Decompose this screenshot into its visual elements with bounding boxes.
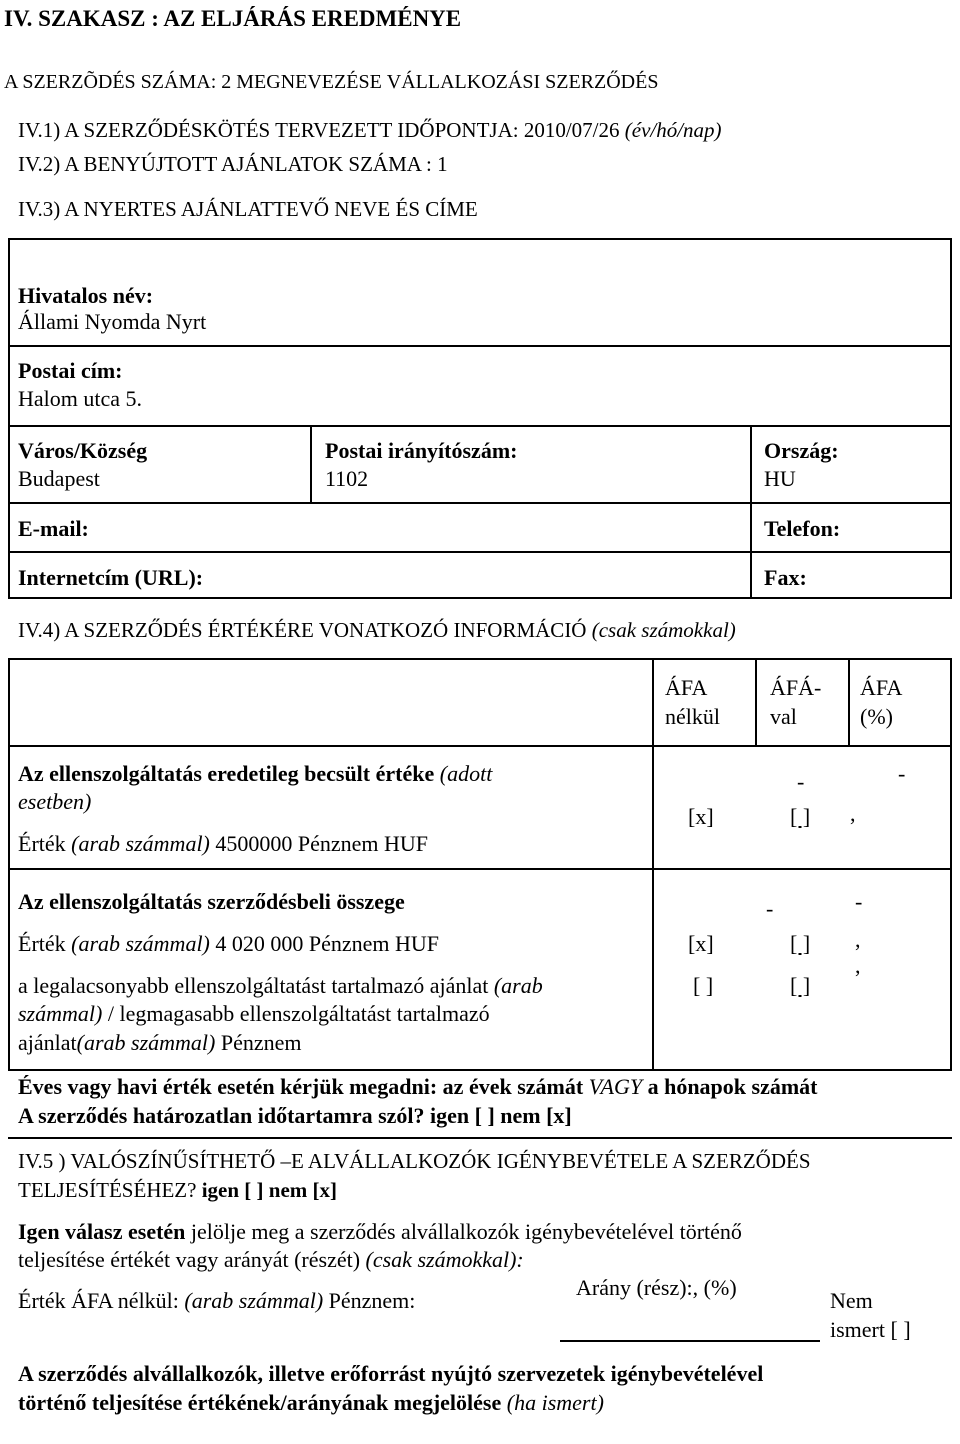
col-vat-pct-a: ÁFA	[860, 675, 903, 700]
sub-value-line	[18, 1287, 415, 1315]
fax-label: Fax:	[764, 565, 807, 590]
value-table-row-line	[8, 868, 952, 870]
contract-dash-3: -	[855, 889, 863, 914]
estimated-comma: ,	[850, 801, 856, 826]
annual-line	[18, 1073, 818, 1101]
estimated-title-line	[18, 760, 492, 788]
zip-label: Postai irányítószám:	[325, 438, 518, 463]
range-text-d: Pénznem	[220, 1030, 302, 1055]
country-label: Ország:	[764, 438, 839, 463]
contract-dash-2: -	[766, 896, 774, 921]
contract-amount-prefix: Érték	[18, 931, 66, 956]
col-vat-pct-b: (%)	[860, 704, 893, 729]
col-vat-incl-a: ÁFÁ-	[770, 675, 822, 700]
range-hint-c: (arab számmal)	[76, 1030, 216, 1055]
range-text-c: ajánlat	[18, 1030, 77, 1055]
contract-amount-value: 4 020 000 Pénznem HUF	[215, 931, 440, 956]
contract-comma-2: ,	[855, 953, 861, 978]
winner-divider-4	[8, 551, 952, 553]
winner-divider-1	[8, 345, 952, 347]
sub-unknown-a: Nem	[830, 1288, 873, 1313]
section-heading: IV. SZAKASZ : AZ ELJÁRÁS EREDMÉNYE	[4, 6, 462, 31]
value-table-bottom-line	[8, 1069, 952, 1071]
value-table-top-line	[8, 658, 952, 660]
value-table-header-line	[8, 745, 952, 747]
winner-vdivider-1	[310, 425, 312, 503]
annual-text-b: a hónapok számát	[647, 1074, 818, 1099]
estimated-hint-b: esetben)	[18, 789, 92, 814]
iv2-line	[18, 151, 448, 178]
url-label-line	[18, 564, 203, 592]
iv1-label: IV.1) A SZERZŐDÉSKÖTÉS TERVEZETT IDŐPONTJA:	[18, 118, 519, 142]
estimated-value: 4500000 Pénznem HUF	[215, 831, 429, 856]
estimated-vat-incl-checkbox[interactable]: [ ]	[790, 804, 811, 829]
iv4-line	[18, 617, 736, 644]
email-label: E-mail:	[18, 516, 89, 541]
value-table-right-line	[950, 658, 952, 1070]
value-table-col2-line	[755, 658, 757, 746]
range-vat-incl-checkbox[interactable]: [ ]	[790, 973, 811, 998]
contract-name-label: MEGNEVEZÉSE	[236, 71, 382, 93]
estimated-value-hint: (arab számmal)	[71, 831, 210, 856]
iv1-hint: (év/hó/nap)	[624, 118, 722, 142]
winner-divider-2	[8, 425, 952, 427]
iv5-label-a: IV.5 ) VALÓSZÍNŰSÍTHETŐ –E ALVÁLLALKOZÓK IGÉNYBEVÉTELE A SZERZŐDÉS	[18, 1149, 811, 1173]
range-text-b: / legmagasabb ellenszolgáltatást tartalmazó	[107, 1001, 490, 1026]
col-vat-excl-b: nélkül	[665, 704, 720, 729]
range-hint-b: számmal)	[18, 1001, 103, 1026]
yes-line-1	[18, 1218, 742, 1246]
iv3-label: IV.3) A NYERTES AJÁNLATTEVŐ NEVE ÉS CÍME	[18, 197, 478, 221]
indefinite-line: A szerződés határozatlan időtartamra szól? igen [ ] nem [x]	[18, 1103, 572, 1128]
iv4-label: IV.4) A SZERZŐDÉS ÉRTÉKÉRE VONATKOZÓ INFORMÁCIÓ	[18, 618, 587, 642]
country: HU	[764, 466, 796, 491]
range-line-3	[18, 1029, 302, 1057]
winner-box-top-line	[8, 238, 952, 240]
range-hint-a: (arab	[493, 973, 543, 998]
estimated-vat-excl-checkbox[interactable]: [x]	[688, 804, 714, 829]
estimated-dash-2: -	[797, 769, 805, 794]
zip: 1102	[325, 466, 369, 491]
contract-number-label: A SZERZÕDÉS SZÁMA:	[4, 71, 217, 93]
winner-divider-3	[8, 502, 952, 504]
contract-vat-excl-checkbox[interactable]: [x]	[688, 931, 714, 956]
final-line-b	[18, 1389, 604, 1417]
range-vat-excl-checkbox[interactable]: [ ]	[693, 973, 714, 998]
contract-amount-title: Az ellenszolgáltatás szerződésbeli összege	[18, 889, 405, 914]
range-text-a: a legalacsonyabb ellenszolgáltatást tartalmazó ajánlat	[18, 973, 489, 998]
col-vat-excl-a: ÁFA	[665, 675, 708, 700]
value-table-left-line	[8, 658, 10, 1070]
contract-vat-incl-checkbox[interactable]: [ ]	[790, 931, 811, 956]
sub-value-hint: (arab számmal)	[184, 1288, 324, 1313]
city-label: Város/Község	[18, 438, 148, 463]
url-label: Internetcím (URL):	[18, 565, 204, 590]
winner-vdivider-2	[750, 425, 752, 598]
contract-name: VÁLLALKOZÁSI SZERZŐDÉS	[386, 71, 659, 93]
iv1-value: 2010/07/26	[523, 118, 620, 142]
iv5-top-line	[8, 1137, 952, 1139]
yes-text-b: teljesítése értékét vagy arányát (részét)	[18, 1247, 361, 1272]
estimated-title: Az ellenszolgáltatás eredetileg becsült értéke	[18, 761, 435, 786]
iv2-label: IV.2) A BENYÚJTOTT AJÁNLATOK SZÁMA :	[18, 152, 432, 176]
final-hint: (ha ismert)	[506, 1390, 604, 1415]
ratio-underline	[560, 1340, 820, 1342]
contract-amount-hint: (arab számmal)	[71, 931, 210, 956]
contract-comma-1: ,	[855, 927, 861, 952]
contract-number: 2	[221, 71, 232, 93]
annual-text-a: Éves vagy havi érték esetén kérjük megadni: az évek számát	[18, 1074, 584, 1099]
annual-vagy: VAGY	[588, 1074, 643, 1099]
postal-address-label: Postai cím:	[18, 358, 123, 383]
range-line-2	[18, 1000, 490, 1028]
estimated-dash-3: -	[898, 761, 906, 786]
value-table-col1-line	[652, 658, 654, 1070]
yes-text-a: jelölje meg a szerződés alvállalkozók igénybevételével történő	[190, 1219, 742, 1244]
postal-address: Halom utca 5.	[18, 386, 143, 411]
sub-unknown-b[interactable]: ismert [ ]	[830, 1317, 911, 1342]
official-name-label: Hivatalos név:	[18, 283, 154, 308]
official-name: Állami Nyomda Nyrt	[18, 309, 207, 334]
estimated-hint-a: (adott	[439, 761, 493, 786]
iv5-label-b: TELJESÍTÉSÉHEZ?	[18, 1178, 197, 1202]
city: Budapest	[18, 466, 100, 491]
sub-value-label: Érték ÁFA nélkül:	[18, 1288, 179, 1313]
yes-bold: Igen válasz esetén	[18, 1219, 186, 1244]
estimated-value-prefix: Érték	[18, 831, 66, 856]
iv1-line	[18, 117, 722, 144]
contract-amount-line	[18, 930, 439, 958]
final-line-a: A szerződés alvállalkozók, illetve erőforrást nyújtó szervezetek igénybevételével	[18, 1361, 764, 1386]
sub-ratio: Arány (rész):, (%)	[576, 1275, 737, 1300]
contract-line	[4, 70, 658, 96]
final-text-b: történő teljesítése értékének/arányának megjelölése	[18, 1390, 502, 1415]
iv5-label-b-line	[18, 1177, 337, 1204]
col-vat-incl-b: val	[770, 704, 797, 729]
yes-line-2	[18, 1246, 524, 1274]
iv4-hint: (csak számokkal)	[591, 618, 736, 642]
value-table-col3-line	[848, 658, 850, 746]
iv5-answer: igen [ ] nem [x]	[201, 1178, 338, 1202]
iv2-value: 1	[437, 152, 448, 176]
winner-box-right-line	[950, 238, 952, 598]
sub-value-currency: Pénznem:	[328, 1288, 416, 1313]
range-line-1	[18, 972, 543, 1000]
estimated-value-line	[18, 830, 428, 858]
winner-box-left-line	[8, 238, 10, 598]
winner-box-bottom-line	[8, 597, 952, 599]
yes-hint: (csak számokkal):	[365, 1247, 524, 1272]
phone-label: Telefon:	[764, 516, 841, 541]
